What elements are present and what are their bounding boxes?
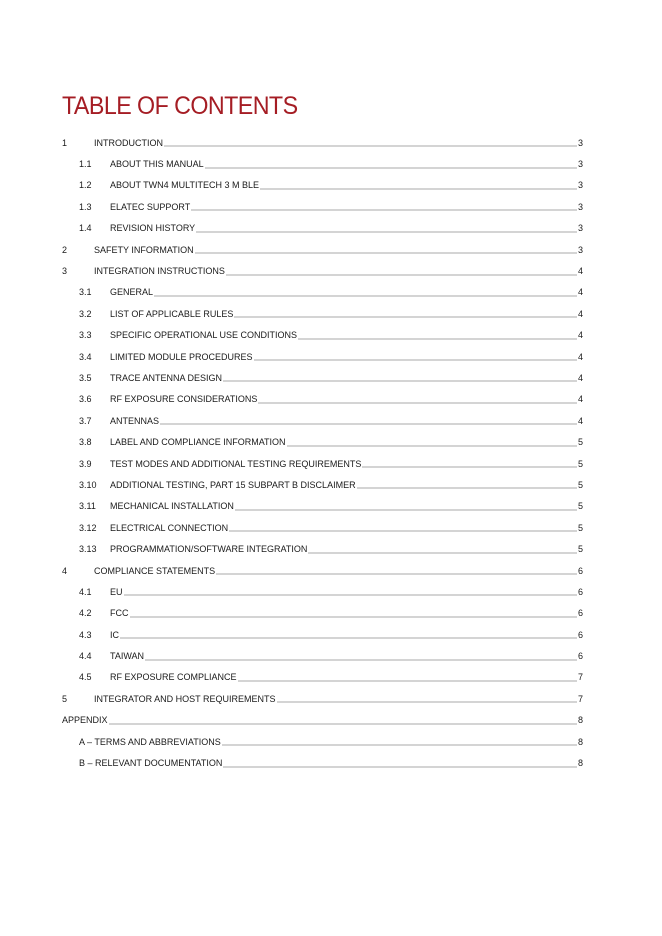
dot-leader xyxy=(258,395,577,404)
toc-entry[interactable] xyxy=(62,496,583,517)
toc-entry-title: RF EXPOSURE COMPLIANCE xyxy=(110,672,237,683)
toc-entry[interactable] xyxy=(62,688,583,709)
toc-entry[interactable] xyxy=(62,303,583,324)
dot-leader xyxy=(222,737,577,746)
toc-entry[interactable] xyxy=(62,474,583,495)
toc-entry-number: 3.7 xyxy=(79,415,92,426)
toc-entry-title: IC xyxy=(110,629,119,640)
dot-leader xyxy=(120,630,577,639)
toc-entry-page-number: 6 xyxy=(577,586,583,597)
toc-entry-page-number: 5 xyxy=(577,544,583,555)
dot-leader xyxy=(234,309,577,318)
toc-entry[interactable] xyxy=(62,196,583,217)
toc-entry-title: TRACE ANTENNA DESIGN xyxy=(110,372,223,383)
toc-entry[interactable] xyxy=(62,603,583,624)
toc-entry[interactable] xyxy=(62,153,583,174)
toc-entry-title: APPENDIX xyxy=(62,715,108,726)
toc-entry[interactable] xyxy=(62,260,583,281)
toc-entry-page-number: 3 xyxy=(577,201,583,212)
toc-entry-title: ELATEC SUPPORT xyxy=(110,201,191,212)
toc-entry-page-number: 5 xyxy=(577,458,583,469)
dot-leader xyxy=(196,224,577,233)
toc-entry-title: SPECIFIC OPERATIONAL USE CONDITIONS xyxy=(110,330,298,341)
toc-entry-page-number: 5 xyxy=(577,479,583,490)
dot-leader xyxy=(216,566,577,575)
dot-leader xyxy=(357,480,577,489)
page-title: TABLE OF CONTENTS xyxy=(62,92,298,120)
toc-entry-number: 1 xyxy=(62,137,68,148)
toc-entry-number: 1.4 xyxy=(79,223,92,234)
toc-entry-title: FCC xyxy=(110,608,129,619)
toc-entry-page-number: 4 xyxy=(577,287,583,298)
toc-entry-number: 3 xyxy=(62,266,68,277)
toc-entry[interactable] xyxy=(62,346,583,367)
toc-entry-title: INTEGRATOR AND HOST REQUIREMENTS xyxy=(94,693,276,704)
toc-entry-page-number: 8 xyxy=(577,758,583,769)
dot-leader xyxy=(308,545,577,554)
toc-entry[interactable] xyxy=(62,175,583,196)
toc-entry-page-number: 3 xyxy=(577,244,583,255)
toc-entry-page-number: 5 xyxy=(577,522,583,533)
toc-entry-number: 4.3 xyxy=(79,629,92,640)
toc-entry-page-number: 6 xyxy=(577,629,583,640)
toc-entry-title: PROGRAMMATION/SOFTWARE INTEGRATION xyxy=(110,544,308,555)
toc-entry-title: ADDITIONAL TESTING, PART 15 SUBPART B DISCLAIMER xyxy=(110,479,356,490)
toc-entry-title: SAFETY INFORMATION xyxy=(94,244,194,255)
toc-entry[interactable] xyxy=(62,710,583,731)
toc-entry[interactable] xyxy=(62,239,583,260)
toc-entry[interactable] xyxy=(62,218,583,239)
toc-entry[interactable] xyxy=(62,538,583,559)
dot-leader xyxy=(205,160,577,169)
toc-entry-title: ANTENNAS xyxy=(110,415,160,426)
toc-entry-number: 1.1 xyxy=(79,159,92,170)
toc-entry-page-number: 6 xyxy=(577,651,583,662)
toc-entry-title: MECHANICAL INSTALLATION xyxy=(110,501,234,512)
toc-entry-number: 3.11 xyxy=(79,501,96,512)
toc-entry-page-number: 4 xyxy=(577,394,583,405)
toc-entry-title: TEST MODES AND ADDITIONAL TESTING REQUIREMENTS xyxy=(110,458,362,469)
dot-leader xyxy=(130,609,577,618)
toc-entry-page-number: 4 xyxy=(577,372,583,383)
toc-entry[interactable] xyxy=(62,667,583,688)
toc-entry-title: ABOUT THIS MANUAL xyxy=(110,159,204,170)
dot-leader xyxy=(254,352,577,361)
toc-entry-page-number: 4 xyxy=(577,351,583,362)
toc-entry-number: 3.9 xyxy=(79,458,92,469)
toc-entry[interactable] xyxy=(62,367,583,388)
dot-leader xyxy=(164,138,577,147)
toc-entry-number: 4 xyxy=(62,565,68,576)
toc-entry-number: 4.4 xyxy=(79,651,92,662)
toc-entry-page-number: 3 xyxy=(577,180,583,191)
toc-entry-title: ELECTRICAL CONNECTION xyxy=(110,522,229,533)
toc-entry-page-number: 4 xyxy=(577,308,583,319)
dot-leader xyxy=(260,181,577,190)
toc-entry-number: 3.6 xyxy=(79,394,92,405)
toc-entry[interactable] xyxy=(62,431,583,452)
table-of-contents xyxy=(62,132,583,774)
dot-leader xyxy=(226,267,577,276)
toc-entry-number: 4.1 xyxy=(79,586,92,597)
toc-entry-number: 3.4 xyxy=(79,351,92,362)
toc-entry-page-number: 3 xyxy=(577,137,583,148)
toc-entry-title: COMPLIANCE STATEMENTS xyxy=(94,565,216,576)
toc-entry-page-number: 8 xyxy=(577,715,583,726)
toc-entry-title: INTRODUCTION xyxy=(94,137,163,148)
toc-entry-title: LIST OF APPLICABLE RULES xyxy=(110,308,234,319)
toc-entry-number: 3.12 xyxy=(79,522,97,533)
toc-entry-page-number: 4 xyxy=(577,415,583,426)
toc-entry-page-number: 7 xyxy=(577,672,583,683)
toc-entry[interactable] xyxy=(62,752,583,773)
toc-entry-page-number: 8 xyxy=(577,736,583,747)
dot-leader xyxy=(195,245,577,254)
toc-entry-title: TAIWAN xyxy=(110,651,144,662)
toc-entry-page-number: 4 xyxy=(577,266,583,277)
toc-entry-title: LABEL AND COMPLIANCE INFORMATION xyxy=(110,437,286,448)
toc-entry[interactable] xyxy=(62,560,583,581)
dot-leader xyxy=(287,438,577,447)
dot-leader xyxy=(238,673,577,682)
toc-entry[interactable] xyxy=(62,389,583,410)
dot-leader xyxy=(154,288,577,297)
dot-leader xyxy=(223,373,577,382)
toc-entry-page-number: 3 xyxy=(577,159,583,170)
toc-entry-title: B – RELEVANT DOCUMENTATION xyxy=(79,758,223,769)
toc-entry-page-number: 3 xyxy=(577,223,583,234)
toc-entry-title: RF EXPOSURE CONSIDERATIONS xyxy=(110,394,258,405)
toc-entry[interactable] xyxy=(62,645,583,666)
toc-entry[interactable] xyxy=(62,282,583,303)
toc-entry-number: 3.1 xyxy=(79,287,92,298)
dot-leader xyxy=(145,652,577,661)
toc-entry-page-number: 6 xyxy=(577,608,583,619)
dot-leader xyxy=(235,502,577,511)
toc-entry-number: 4.5 xyxy=(79,672,92,683)
toc-entry-title: INTEGRATION INSTRUCTIONS xyxy=(94,266,225,277)
toc-entry[interactable] xyxy=(62,624,583,645)
toc-entry-number: 3.13 xyxy=(79,544,97,555)
dot-leader xyxy=(160,416,577,425)
toc-entry-number: 3.10 xyxy=(79,479,97,490)
dot-leader xyxy=(223,759,577,768)
toc-entry-title: REVISION HISTORY xyxy=(110,223,196,234)
dot-leader xyxy=(109,716,577,725)
dot-leader xyxy=(124,587,577,596)
dot-leader xyxy=(277,694,577,703)
toc-entry-number: 3.2 xyxy=(79,308,92,319)
toc-entry-number: 3.5 xyxy=(79,372,92,383)
toc-entry-page-number: 7 xyxy=(577,693,583,704)
toc-entry[interactable] xyxy=(62,581,583,602)
toc-entry-number: 1.3 xyxy=(79,201,92,212)
toc-entry-title: GENERAL xyxy=(110,287,154,298)
dot-leader xyxy=(229,523,577,532)
toc-entry-title: A – TERMS AND ABBREVIATIONS xyxy=(79,736,221,747)
toc-entry[interactable] xyxy=(62,453,583,474)
toc-entry-page-number: 4 xyxy=(577,330,583,341)
dot-leader xyxy=(191,202,577,211)
toc-entry-page-number: 5 xyxy=(577,437,583,448)
toc-entry-number: 5 xyxy=(62,693,68,704)
toc-entry-number: 3.8 xyxy=(79,437,92,448)
toc-entry[interactable] xyxy=(62,731,583,752)
dot-leader xyxy=(298,331,577,340)
toc-entry-number: 4.2 xyxy=(79,608,92,619)
toc-entry-number: 2 xyxy=(62,244,68,255)
toc-entry-title: ABOUT TWN4 MULTITECH 3 M BLE xyxy=(110,180,260,191)
toc-entry-number: 3.3 xyxy=(79,330,92,341)
toc-entry[interactable] xyxy=(62,132,583,153)
toc-entry-title: EU xyxy=(110,586,123,597)
toc-entry[interactable] xyxy=(62,410,583,431)
dot-leader xyxy=(362,459,577,468)
toc-entry[interactable] xyxy=(62,517,583,538)
toc-entry-title: LIMITED MODULE PROCEDURES xyxy=(110,351,253,362)
toc-entry[interactable] xyxy=(62,325,583,346)
toc-entry-page-number: 6 xyxy=(577,565,583,576)
toc-entry-page-number: 5 xyxy=(577,501,583,512)
toc-entry-number: 1.2 xyxy=(79,180,92,191)
